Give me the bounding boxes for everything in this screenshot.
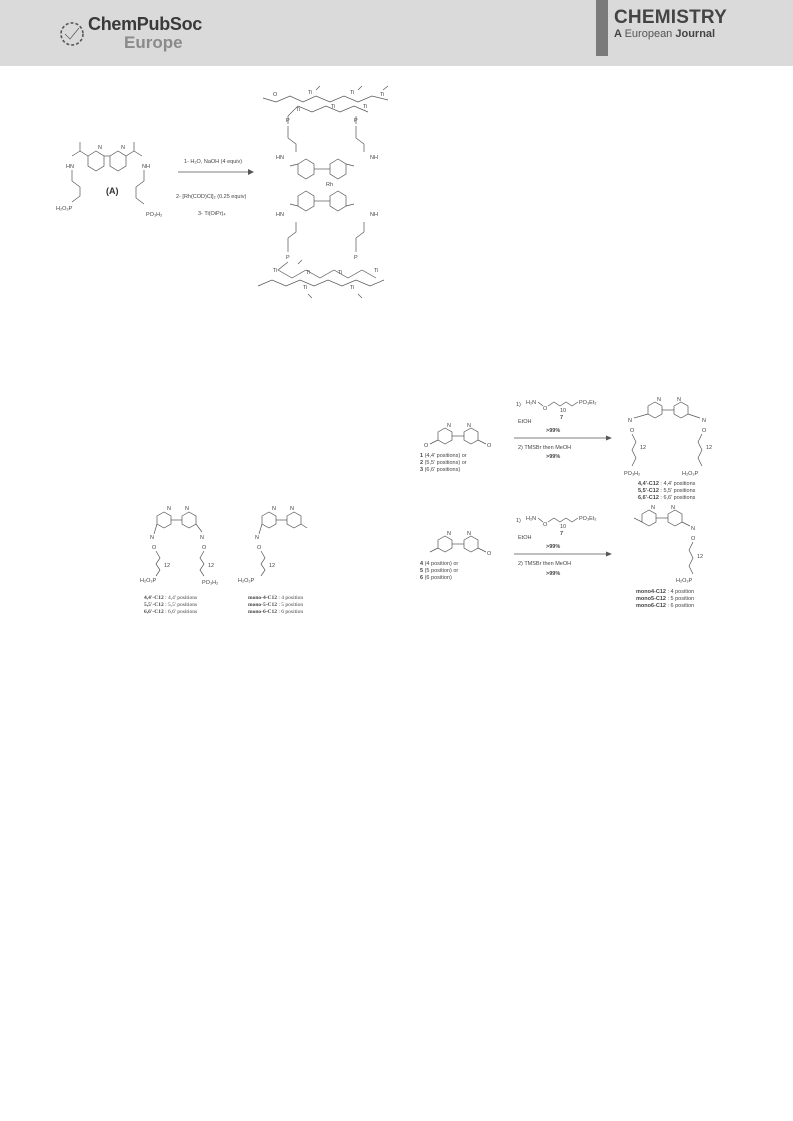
- svg-text:PO₃H₂: PO₃H₂: [202, 580, 219, 586]
- svg-text:NH: NH: [370, 155, 378, 161]
- svg-text:O: O: [152, 545, 157, 551]
- svg-text:O: O: [202, 545, 207, 551]
- mono-c12-ligand-structure: [238, 506, 307, 584]
- scheme-synthesis-routes: [420, 392, 720, 609]
- svg-text:P: P: [286, 118, 290, 124]
- svg-text:N: N: [702, 418, 706, 424]
- product-label-1: 4,4'-C12 : 4,4' positions: [638, 481, 696, 487]
- bis-c12-ligand-structure: [140, 506, 218, 586]
- pyridine-n-label: N: [98, 145, 102, 151]
- svg-text:1): 1): [516, 402, 521, 408]
- product-label-3: 6,6'-C12 : 6,6' positions: [638, 495, 696, 501]
- svg-text:N: N: [467, 423, 471, 429]
- svg-text:P: P: [286, 255, 290, 261]
- svg-text:N: N: [677, 397, 681, 403]
- journal-title-block: [614, 8, 727, 41]
- rh-ti-complex-structure: [258, 86, 388, 298]
- svg-text:7: 7: [560, 415, 564, 421]
- svg-text:O: O: [630, 428, 635, 434]
- bottom-ti-oxo-cluster: [258, 255, 384, 298]
- amide-hn-label: HN: [66, 164, 74, 170]
- svg-text:N: N: [447, 423, 451, 429]
- svg-text:12: 12: [269, 563, 276, 569]
- svg-text:Ti: Ti: [338, 270, 343, 276]
- svg-text:Ti: Ti: [273, 268, 278, 274]
- publisher-name: ChemPubSoc: [88, 14, 203, 34]
- svg-text:>99%: >99%: [546, 544, 561, 550]
- svg-text:12: 12: [697, 554, 704, 560]
- legend-mono-5: mono-5-C12 : 5 position: [248, 602, 304, 608]
- svg-text:Ti: Ti: [303, 285, 308, 291]
- compound-a-label: (A): [106, 186, 119, 196]
- start-label-5: 5 (5 position) or: [420, 568, 459, 574]
- svg-text:10: 10: [560, 524, 567, 530]
- svg-text:H₂O₃P: H₂O₃P: [676, 578, 693, 584]
- svg-text:Ti: Ti: [350, 285, 355, 291]
- svg-text:>99%: >99%: [546, 428, 561, 434]
- top-ti-oxo-cluster: [263, 86, 388, 124]
- svg-text:O: O: [543, 406, 548, 412]
- chempubsoc-logo-icon: [58, 20, 86, 48]
- phosphonic-acid-right: PO₃H₂: [146, 212, 163, 218]
- svg-text:EtOH: EtOH: [518, 419, 532, 425]
- ligand-a-structure: [56, 142, 162, 218]
- publisher-region: Europe: [124, 33, 183, 52]
- svg-text:O: O: [543, 522, 548, 528]
- svg-text:Ti: Ti: [363, 104, 368, 110]
- svg-text:N: N: [185, 506, 189, 512]
- amide-nh-label: NH: [142, 164, 150, 170]
- product-label-2: 5,5'-C12 : 5,5' positions: [638, 488, 696, 494]
- legend-bis-4: 4,4'-C12 : 4,4' positions: [144, 595, 198, 601]
- svg-text:N: N: [272, 506, 276, 512]
- start-label-6: 6 (6 position): [420, 575, 452, 581]
- legend-mono-6: mono-6-C12 : 6 position: [248, 609, 304, 615]
- step-3-conditions: 3- Ti(OiPr)₄: [198, 211, 226, 217]
- start-label-1: 1 (4,4' positions) or: [420, 453, 467, 459]
- svg-text:H₂O₃P: H₂O₃P: [238, 578, 255, 584]
- svg-text:H₂O₃P: H₂O₃P: [140, 578, 157, 584]
- svg-text:H₂O₃P: H₂O₃P: [682, 471, 699, 477]
- svg-text:O: O: [702, 428, 707, 434]
- svg-text:N: N: [671, 505, 675, 511]
- svg-text:O: O: [424, 443, 429, 449]
- journal-subtitle: A European Journal: [614, 28, 716, 40]
- svg-text:N: N: [150, 535, 154, 541]
- svg-text:N: N: [467, 531, 471, 537]
- rh-center-label: Rh: [326, 182, 334, 188]
- legend-bis-6: 6,6'-C12 : 6,6' positions: [144, 609, 198, 615]
- svg-text:10: 10: [560, 408, 567, 414]
- svg-text:7: 7: [560, 531, 564, 537]
- step-1-conditions: 1- H₂O, NaOH (4 equiv): [184, 159, 243, 165]
- svg-text:PO₃Et₂: PO₃Et₂: [579, 400, 597, 406]
- product-label-mono6: mono6-C12 : 6 position: [636, 603, 695, 609]
- svg-text:O: O: [487, 443, 492, 449]
- svg-text:Ti: Ti: [308, 90, 313, 96]
- bis-synthesis-route: [420, 397, 712, 501]
- svg-text:Ti: Ti: [374, 268, 379, 274]
- svg-text:NH: NH: [370, 212, 378, 218]
- svg-text:P: P: [354, 255, 358, 261]
- svg-text:N: N: [651, 505, 655, 511]
- mono-synthesis-route: [420, 505, 703, 609]
- svg-text:PO₃H₂: PO₃H₂: [624, 471, 641, 477]
- svg-text:O: O: [487, 551, 492, 557]
- legend-mono-4: mono-4-C12 : 4 position: [248, 595, 304, 601]
- svg-text:Ti: Ti: [380, 92, 385, 98]
- journal-accent-bar: [596, 0, 608, 56]
- svg-text:N: N: [447, 531, 451, 537]
- svg-text:H₂N: H₂N: [526, 400, 537, 406]
- svg-text:N: N: [167, 506, 171, 512]
- svg-text:H₂N: H₂N: [526, 516, 537, 522]
- svg-text:O: O: [257, 545, 262, 551]
- svg-text:Ti: Ti: [306, 270, 311, 276]
- start-label-4: 4 (4 position) or: [420, 561, 459, 567]
- svg-text:EtOH: EtOH: [518, 535, 532, 541]
- legend-bis-5: 5,5'-C12 : 5,5' positions: [144, 602, 198, 608]
- svg-text:HN: HN: [276, 212, 284, 218]
- svg-text:O: O: [273, 92, 278, 98]
- product-label-mono4: mono4-C12 : 4 position: [636, 589, 695, 595]
- page-header: [0, 0, 793, 66]
- svg-text:N: N: [255, 535, 259, 541]
- scheme-rh-ti-assembly: [58, 86, 403, 301]
- svg-text:Ti: Ti: [350, 90, 355, 96]
- reaction-arrowhead: [248, 169, 254, 175]
- svg-text:N: N: [657, 397, 661, 403]
- step-2-conditions: 2- [Rh(COD)Cl]₂ (0.25 equiv): [176, 194, 247, 200]
- svg-text:P: P: [354, 118, 358, 124]
- svg-text:12: 12: [706, 445, 713, 451]
- svg-text:HN: HN: [276, 155, 284, 161]
- publisher-logo: [58, 14, 228, 60]
- svg-text:>99%: >99%: [546, 454, 561, 460]
- svg-text:>99%: >99%: [546, 571, 561, 577]
- scheme-c12-ligands: [142, 502, 342, 620]
- pyridine-n-label: N: [121, 145, 125, 151]
- start-label-2: 2 (5,5' positions) or: [420, 460, 467, 466]
- svg-text:1): 1): [516, 518, 521, 524]
- svg-text:N: N: [691, 526, 695, 532]
- svg-text:O: O: [691, 536, 696, 542]
- svg-text:N: N: [200, 535, 204, 541]
- svg-text:PO₃Et₂: PO₃Et₂: [579, 516, 597, 522]
- journal-title: CHEMISTRY: [614, 7, 727, 28]
- svg-text:N: N: [290, 506, 294, 512]
- svg-text:2) TMSBr then MeOH: 2) TMSBr then MeOH: [518, 561, 572, 567]
- product-label-mono5: mono5-C12 : 5 position: [636, 596, 695, 602]
- svg-text:Ti: Ti: [331, 104, 336, 110]
- svg-text:2) TMSBr then MeOH: 2) TMSBr then MeOH: [518, 445, 572, 451]
- svg-text:N: N: [628, 418, 632, 424]
- svg-text:Ti: Ti: [296, 107, 301, 113]
- svg-text:12: 12: [208, 563, 215, 569]
- start-label-3: 3 (6,6' positions): [420, 467, 461, 473]
- svg-text:12: 12: [640, 445, 647, 451]
- svg-text:12: 12: [164, 563, 171, 569]
- phosphonic-acid-left: H₂O₃P: [56, 206, 73, 212]
